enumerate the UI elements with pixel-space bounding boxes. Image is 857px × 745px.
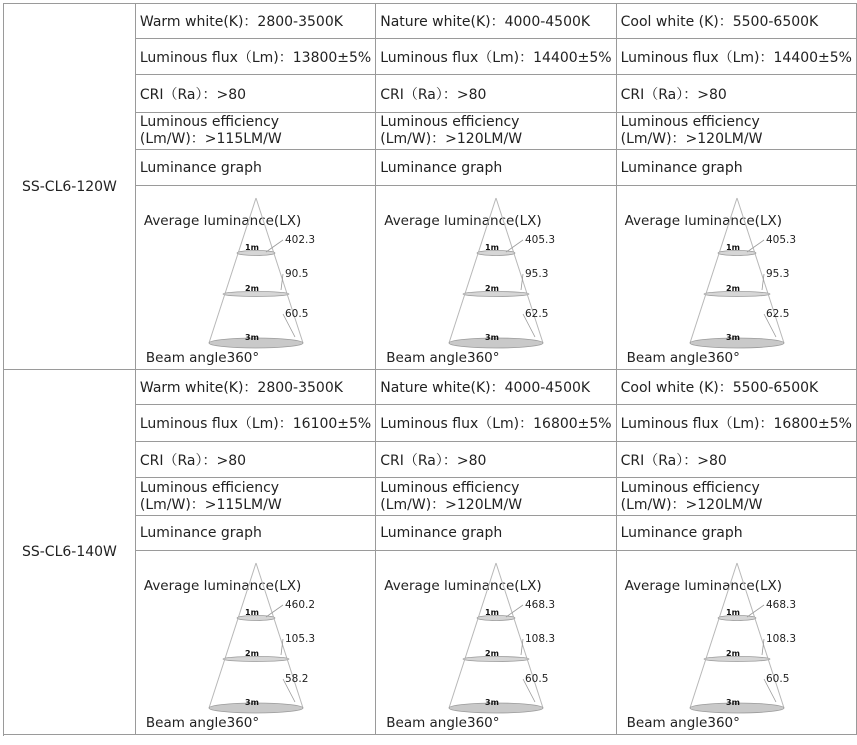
efficiency-value: (Lm/W)：>115LM/W <box>139 496 282 513</box>
luminance-value: 402.3 <box>284 234 315 246</box>
distance-label: 1m <box>725 243 740 252</box>
spec-table <box>3 3 857 735</box>
luminance-graph-cell <box>135 186 375 370</box>
luminance-value: 60.5 <box>284 308 309 320</box>
luminance-value: 95.3 <box>525 268 549 280</box>
color-temperature-cell: Nature white(K)：4000-4500K <box>376 4 616 39</box>
cone-edge-line <box>209 198 256 343</box>
color-temperature-cell: Cool white (K)：5500-6500K <box>616 370 856 405</box>
luminance-graph-label: Luminance graph <box>616 516 856 551</box>
average-luminance-label: Average luminance(LX) <box>143 578 302 594</box>
distance-label: 3m <box>244 698 259 707</box>
average-luminance-label: Average luminance(LX) <box>384 213 542 229</box>
light-cone-diagram <box>376 186 596 366</box>
efficiency-value: (Lm/W)：>120LM/W <box>380 496 523 513</box>
cri-cell: CRI（Ra）：>80 <box>135 442 375 478</box>
leader-line <box>266 240 283 252</box>
luminance-value: 95.3 <box>765 268 790 280</box>
efficiency-value: (Lm/W)：>120LM/W <box>620 131 763 147</box>
cone-edge-line <box>690 563 737 708</box>
luminance-value: 62.5 <box>765 308 790 320</box>
efficiency-label: Luminous efficiency <box>620 114 760 130</box>
color-temperature-cell: Cool white (K)：5500-6500K <box>616 4 856 39</box>
luminance-graph-cell <box>616 186 856 370</box>
luminance-value: 108.3 <box>765 633 796 645</box>
cri-cell: CRI（Ra）：>80 <box>616 75 856 113</box>
luminous-efficiency-cell <box>376 478 616 516</box>
luminous-efficiency-cell <box>376 113 616 150</box>
distance-label: 2m <box>725 284 740 293</box>
model-name: SS-CL6-120W <box>4 4 136 370</box>
cri-cell: CRI（Ra）：>80 <box>135 75 375 113</box>
distance-label: 1m <box>485 608 500 617</box>
distance-label: 3m <box>244 333 259 342</box>
color-temperature-cell: Nature white(K)：4000-4500K <box>376 370 616 405</box>
beam-angle-label: Beam angle360° <box>626 715 740 731</box>
cone-edge-line <box>209 563 256 708</box>
light-cone-diagram <box>617 186 837 366</box>
luminous-flux-cell: Luminous flux（Lm)：16800±5% <box>376 405 616 442</box>
luminance-graph-label: Luminance graph <box>135 516 375 551</box>
beam-angle-label: Beam angle360° <box>386 715 500 731</box>
luminance-value: 62.5 <box>525 308 549 320</box>
distance-label: 1m <box>244 608 259 617</box>
efficiency-label: Luminous efficiency <box>380 114 520 130</box>
luminance-graph-label: Luminance graph <box>376 150 616 186</box>
luminance-value: 105.3 <box>284 633 315 645</box>
distance-label: 1m <box>485 243 500 252</box>
beam-angle-label: Beam angle360° <box>145 715 260 731</box>
distance-label: 3m <box>725 333 740 342</box>
luminance-value: 468.3 <box>765 599 796 611</box>
leader-line <box>506 605 523 617</box>
table-row <box>4 370 857 405</box>
cone-edge-line <box>690 198 737 343</box>
luminance-value: 405.3 <box>765 234 796 246</box>
light-cone-diagram <box>136 551 356 731</box>
luminance-value: 58.2 <box>284 673 309 685</box>
luminance-graph-label: Luminance graph <box>135 150 375 186</box>
efficiency-value: (Lm/W)：>120LM/W <box>380 131 523 147</box>
distance-label: 3m <box>725 698 740 707</box>
efficiency-label: Luminous efficiency <box>380 479 520 496</box>
luminance-value: 108.3 <box>525 633 556 645</box>
distance-label: 2m <box>485 284 500 293</box>
luminous-flux-cell: Luminous flux（Lm)：14400±5% <box>376 39 616 75</box>
luminance-graph-cell <box>376 186 616 370</box>
luminance-value: 460.2 <box>284 599 315 611</box>
luminance-graph-label: Luminance graph <box>376 516 616 551</box>
efficiency-label: Luminous efficiency <box>139 114 280 130</box>
distance-label: 2m <box>244 284 259 293</box>
distance-label: 2m <box>725 649 740 658</box>
efficiency-value: (Lm/W)：>115LM/W <box>139 131 282 147</box>
luminance-graph-cell <box>135 551 375 735</box>
cone-edge-line <box>449 563 496 708</box>
luminous-efficiency-cell <box>616 113 856 150</box>
efficiency-value: (Lm/W)：>120LM/W <box>620 496 763 513</box>
distance-label: 1m <box>244 243 259 252</box>
average-luminance-label: Average luminance(LX) <box>384 578 542 594</box>
luminance-value: 405.3 <box>525 234 556 246</box>
average-luminance-label: Average luminance(LX) <box>624 213 782 229</box>
cri-cell: CRI（Ra）：>80 <box>376 75 616 113</box>
average-luminance-label: Average luminance(LX) <box>624 578 782 594</box>
distance-label: 2m <box>485 649 500 658</box>
distance-label: 1m <box>725 608 740 617</box>
beam-angle-label: Beam angle360° <box>145 350 260 366</box>
distance-label: 2m <box>244 649 259 658</box>
luminous-flux-cell: Luminous flux（Lm)：16800±5% <box>616 405 856 442</box>
luminous-efficiency-cell <box>135 478 375 516</box>
distance-label: 3m <box>485 698 500 707</box>
luminous-efficiency-cell <box>616 478 856 516</box>
luminous-efficiency-cell <box>135 113 375 150</box>
leader-line <box>266 605 283 617</box>
light-cone-diagram <box>136 186 356 366</box>
luminous-flux-cell: Luminous flux（Lm)：13800±5% <box>135 39 375 75</box>
luminance-value: 468.3 <box>525 599 556 611</box>
average-luminance-label: Average luminance(LX) <box>143 213 302 229</box>
cri-cell: CRI（Ra）：>80 <box>376 442 616 478</box>
distance-label: 3m <box>485 333 500 342</box>
luminance-graph-label: Luminance graph <box>616 150 856 186</box>
luminance-graph-cell <box>616 551 856 735</box>
color-temperature-cell: Warm white(K)：2800-3500K <box>135 370 375 405</box>
luminous-flux-cell: Luminous flux（Lm)：14400±5% <box>616 39 856 75</box>
luminance-value: 60.5 <box>765 673 790 685</box>
leader-line <box>506 240 523 252</box>
color-temperature-cell: Warm white(K)：2800-3500K <box>135 4 375 39</box>
luminance-value: 90.5 <box>284 268 309 280</box>
light-cone-diagram <box>376 551 596 731</box>
model-name: SS-CL6-140W <box>4 370 136 735</box>
luminance-value: 60.5 <box>525 673 549 685</box>
leader-line <box>747 605 764 617</box>
cri-cell: CRI（Ra）：>80 <box>616 442 856 478</box>
efficiency-label: Luminous efficiency <box>139 479 280 496</box>
efficiency-label: Luminous efficiency <box>620 479 760 496</box>
cone-edge-line <box>449 198 496 343</box>
beam-angle-label: Beam angle360° <box>626 350 740 366</box>
luminous-flux-cell: Luminous flux（Lm)：16100±5% <box>135 405 375 442</box>
beam-angle-label: Beam angle360° <box>386 350 500 366</box>
leader-line <box>747 240 764 252</box>
table-row <box>4 4 857 39</box>
light-cone-diagram <box>617 551 837 731</box>
luminance-graph-cell <box>376 551 616 735</box>
